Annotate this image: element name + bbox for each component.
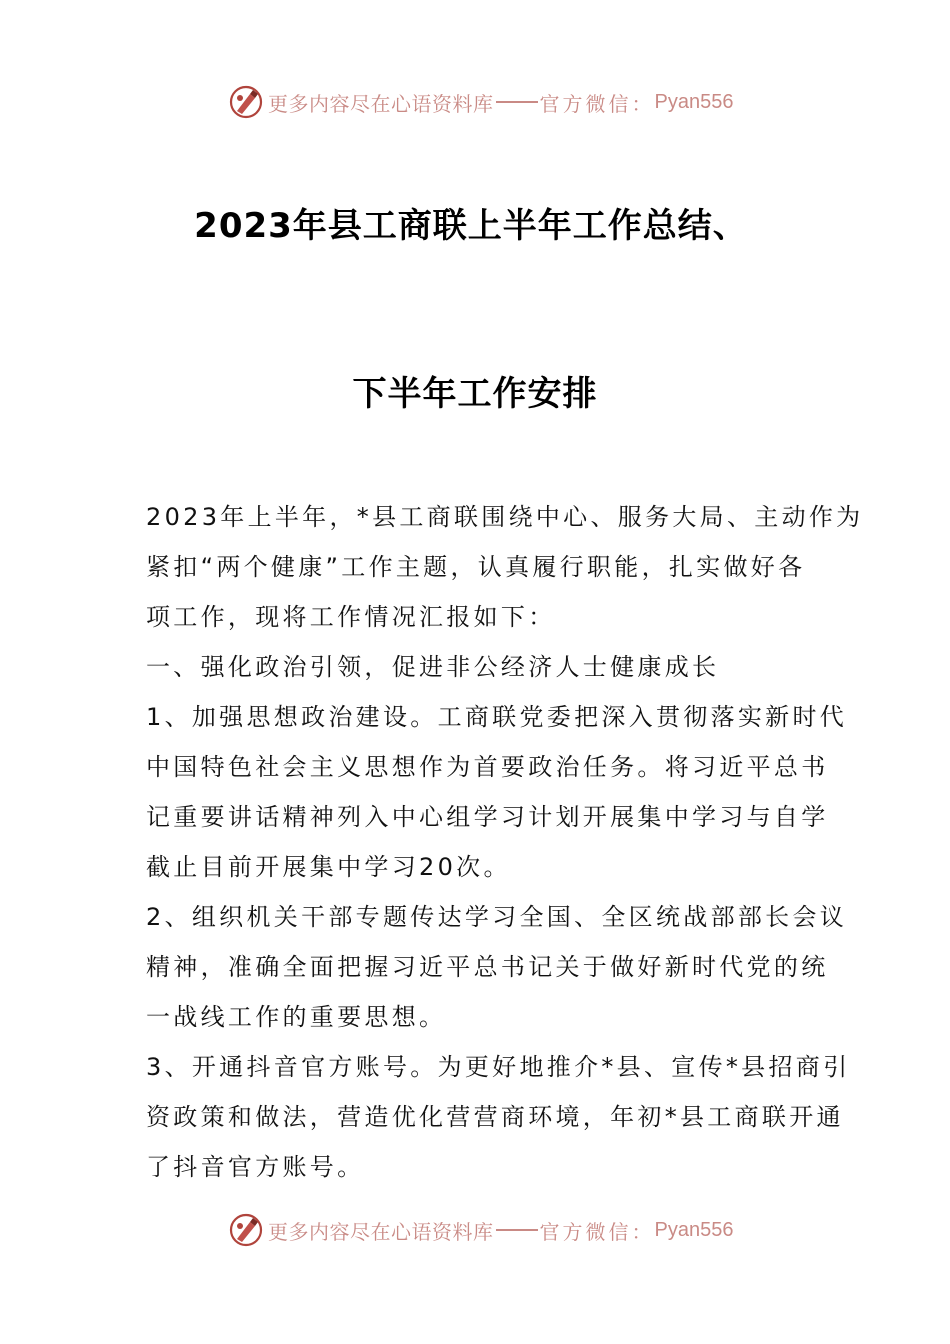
watermark-dash (496, 101, 538, 103)
body-line: 了抖音官方账号。 (146, 1153, 365, 1181)
document-body (146, 492, 864, 1192)
body-line: 截止目前开展集中学习20次。 (146, 853, 511, 881)
watermark-wechat-id: Pyan556 (654, 1218, 734, 1241)
body-line: 资政策和做法，营造优化营营商环境，年初*县工商联开通 (146, 1103, 844, 1131)
section-heading: 一、强化政治引领，促进非公经济人士健康成长 (146, 653, 720, 681)
body-line: 记重要讲话精神列入中心组学习计划开展集中学习与自学 (146, 803, 829, 831)
body-line: 3、开通抖音官方账号。为更好地推介*县、宣传*县招商引 (146, 1053, 851, 1081)
body-line: 精神，准确全面把握习近平总书记关于做好新时代党的统 (146, 953, 829, 981)
document-title-line-2: 下半年工作安排 (352, 374, 598, 414)
pen-nib-logo-icon (228, 84, 264, 120)
body-line: 2023年上半年，*县工商联围绕中心、服务大局、主动作为 (146, 503, 864, 531)
watermark-text: 更多内容尽在心语资料库 (268, 1219, 494, 1244)
watermark-text: 更多内容尽在心语资料库 (268, 91, 494, 116)
body-line: 中国特色社会主义思想作为首要政治任务。将习近平总书 (146, 753, 829, 781)
body-line: 紧扣“两个健康”工作主题，认真履行职能，扎实做好各 (146, 553, 806, 581)
body-line: 一战线工作的重要思想。 (146, 1003, 447, 1031)
body-line: 1、加强思想政治建设。工商联党委把深入贯彻落实新时代 (146, 703, 848, 731)
watermark-wechat-id: Pyan556 (654, 90, 734, 113)
body-line: 2、组织机关干部专题传达学习全国、全区统战部部长会议 (146, 903, 848, 931)
body-line: 项工作，现将工作情况汇报如下： (146, 603, 556, 631)
footer-watermark (228, 1210, 748, 1250)
watermark-dash (496, 1229, 538, 1231)
pen-nib-logo-icon (228, 1212, 264, 1248)
watermark-wechat-label: 官方微信： (539, 91, 655, 116)
header-watermark (228, 82, 748, 122)
document-title-line-1: 2023年县工商联上半年工作总结、 (194, 206, 748, 246)
watermark-wechat-label: 官方微信： (539, 1219, 655, 1244)
